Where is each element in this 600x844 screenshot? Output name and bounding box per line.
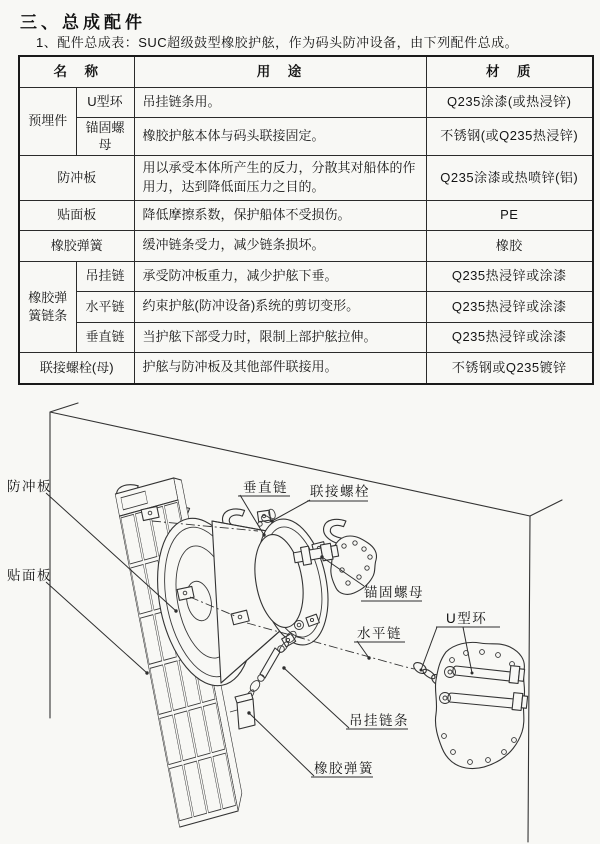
name-cell: 垂直链: [76, 322, 134, 352]
leader-line: [421, 627, 437, 670]
material-cell: Q235涂漆或热喷锌(铝): [426, 155, 593, 200]
u-ring-plate-drawing: [435, 642, 527, 768]
label-u-ring: U型环: [446, 611, 488, 626]
label-connect-bolt: 联接螺栓: [310, 484, 370, 499]
name-cell: U型环: [76, 87, 134, 117]
material-cell: 不锈钢(或Q235热浸锌): [426, 117, 593, 155]
material-cell: Q235涂漆(或热浸锌): [426, 87, 593, 117]
material-cell: 橡胶: [426, 230, 593, 261]
label-hanging-chain: 吊挂链条: [349, 713, 409, 728]
intro-text: 1、配件总成表：SUC超级鼓型橡胶护舷，作为码头防冲设备，由下列配件总成。: [36, 35, 519, 50]
page-title: 三、总成配件: [20, 13, 146, 32]
label-fender-panel: 防冲板: [7, 479, 52, 494]
name-cell: 橡胶弹簧: [19, 230, 134, 261]
material-cell: 不锈钢或Q235镀锌: [426, 352, 593, 384]
label-rubber-spring: 橡胶弹簧: [314, 761, 374, 776]
label-face-pad: 贴面板: [7, 568, 52, 583]
purpose-cell: 降低摩擦系数，保护船体不受损伤。: [134, 200, 426, 230]
header-purpose: 用 途: [134, 56, 426, 87]
purpose-cell: 约束护舷(防冲设备)系统的剪切变形。: [134, 291, 426, 322]
purpose-cell: 吊挂链条用。: [134, 87, 426, 117]
purpose-cell: 护舷与防冲板及其他部件联接用。: [134, 352, 426, 384]
leader-line: [284, 668, 349, 728]
material-cell: PE: [426, 200, 593, 230]
material-cell: Q235热浸锌或涂漆: [426, 261, 593, 291]
leader-line: [249, 713, 314, 776]
leader-line: [272, 500, 310, 521]
header-material: 材 质: [426, 56, 593, 87]
name-cell: 防冲板: [19, 155, 134, 200]
name-cell: 锚固螺母: [76, 117, 134, 155]
label-horizontal-chain: 水平链: [357, 626, 402, 641]
rubber-spring-drawing: [230, 693, 255, 729]
name-cell: 贴面板: [19, 200, 134, 230]
name-cell: 水平链: [76, 291, 134, 322]
purpose-cell: 当护舷下部受力时，限制上部护舷拉伸。: [134, 322, 426, 352]
group-cell: 橡胶弹簧链条: [19, 261, 76, 352]
leader-line: [46, 582, 147, 673]
material-cell: Q235热浸锌或涂漆: [426, 291, 593, 322]
name-cell: 吊挂链: [76, 261, 134, 291]
purpose-cell: 橡胶护舷本体与码头联接固定。: [134, 117, 426, 155]
material-cell: Q235热浸锌或涂漆: [426, 322, 593, 352]
purpose-cell: 缓冲链条受力，减少链条损坏。: [134, 230, 426, 261]
label-anchor-nut: 锚固螺母: [364, 585, 424, 600]
label-vertical-chain: 垂直链: [243, 480, 288, 495]
header-name: 名 称: [19, 56, 134, 87]
purpose-cell: 用以承受本体所产生的反力，分散其对船体的作用力，达到降低面压力之目的。: [134, 155, 426, 200]
group-cell: 预埋件: [19, 87, 76, 155]
purpose-cell: 承受防冲板重力，减少护舷下垂。: [134, 261, 426, 291]
name-cell: 联接螺栓(母): [19, 352, 134, 384]
